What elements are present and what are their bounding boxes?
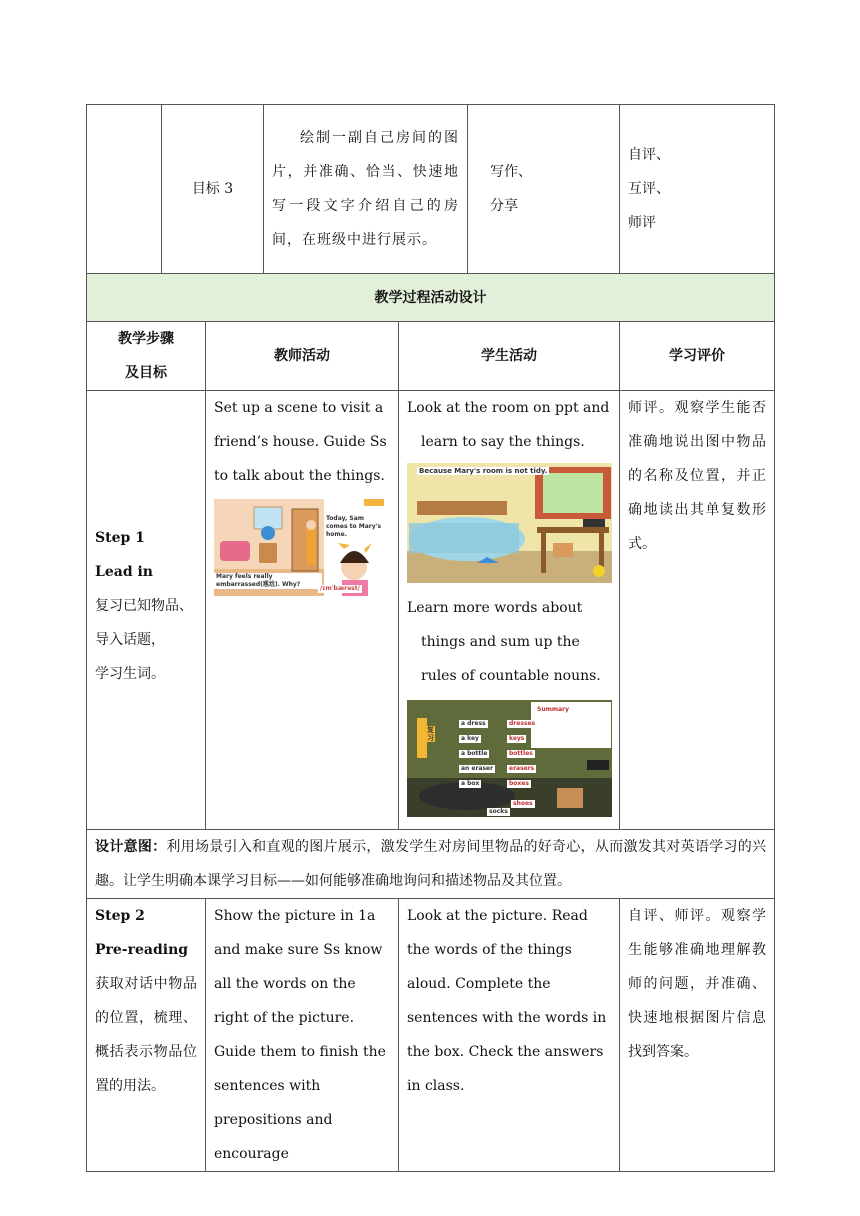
step1-goal-line: 导入话题， xyxy=(95,632,165,648)
step1-teacher-cell xyxy=(206,391,399,830)
header-step-line: 教学步骤 xyxy=(118,331,174,347)
step1-title: Step 1 xyxy=(95,530,145,546)
step2-teacher-text: Show the picture in 1a and make sure Ss know all the words on the right of the picture. Guide them to finish the sentences with prepositions and encourage xyxy=(206,899,399,1172)
step2-title: Step 2 xyxy=(95,908,145,924)
header-evaluation: 学习评价 xyxy=(620,322,775,391)
step1-goal-line: 复习已知物品、 xyxy=(95,598,193,614)
step1-cell xyxy=(87,391,206,830)
scene-caption-2: Mary feels really embarrassed(尴尬). Why? xyxy=(214,573,322,589)
goal-table xyxy=(86,104,775,274)
scene-caption: Today, Sam comes to Mary's home. xyxy=(324,515,384,539)
noun-extra: socks xyxy=(489,808,508,815)
goal-eval-line: 互评、 xyxy=(628,181,670,197)
goal-eval-line: 师评 xyxy=(628,215,656,231)
step2-goal: 获取对话中物品的位置，梳理、概括表示物品位置的用法。 xyxy=(95,976,197,1094)
teacher-scene-image xyxy=(214,499,384,596)
design-intent-cell xyxy=(87,830,775,899)
step1-student-text-1: Look at the room on ppt and learn to say the things. xyxy=(407,400,610,450)
step2-student-text: Look at the picture. Read the words of the things aloud. Complete the sentences with the words in the box. Check the answers in class. xyxy=(399,899,620,1172)
noun-plural: shoes xyxy=(513,800,533,807)
side-label: 复习 xyxy=(427,726,434,742)
step2-evaluation: 自评、师评。观察学生能够准确地理解教师的问题，并准确、快速地根据图片信息找到答案。 xyxy=(620,899,775,1172)
header-student: 学生活动 xyxy=(399,322,620,391)
untidy-room-illustration xyxy=(407,463,612,583)
step2-cell xyxy=(87,899,206,1172)
noun-singular: a dress xyxy=(461,720,486,727)
goal-evaluation xyxy=(620,105,775,274)
step1-teacher-text: Set up a scene to visit a friend’s house. Guide Ss to talk about the things. xyxy=(214,400,387,484)
noun-plural: keys xyxy=(509,735,525,742)
noun-singular: a key xyxy=(461,735,479,742)
untidy-room-image xyxy=(407,463,612,583)
goal-description: 绘制一副自己房间的图片，并准确、恰当、快速地写一段文字介绍自己的房间，在班级中进行展示。 xyxy=(264,105,468,274)
room-caption: Because Mary's room is not tidy. xyxy=(419,467,548,475)
countable-nouns-image xyxy=(407,700,612,817)
step1-goal-line: 学习生词。 xyxy=(95,666,165,682)
scene-phonetic: /ɪmˈbærəst/ xyxy=(320,585,360,592)
design-intent-text: 利用场景引入和直观的图片展示，激发学生对房间里物品的好奇心，从而激发其对英语学习的兴趣。让学生明确本课学习目标——如何能够准确地询问和描述物品及其位置。 xyxy=(95,839,767,889)
header-step xyxy=(87,322,206,391)
noun-plural: erasers xyxy=(509,765,535,772)
goal-method-line: 写作、 xyxy=(490,164,532,180)
noun-plural: boxes xyxy=(509,780,529,787)
noun-singular: a bottle xyxy=(461,750,488,757)
step1-name: Lead in xyxy=(95,564,153,580)
goal-eval-line: 自评、 xyxy=(628,147,670,163)
process-table xyxy=(86,273,775,1172)
step1-student-cell xyxy=(399,391,620,830)
noun-singular: a box xyxy=(461,780,480,787)
header-step-line: 及目标 xyxy=(125,365,167,381)
summary-title: Summary xyxy=(537,706,570,713)
goal-method-line: 分享 xyxy=(490,198,518,214)
noun-singular: an eraser xyxy=(461,765,494,772)
goal-blank-cell xyxy=(87,105,162,274)
nouns-illustration xyxy=(407,700,612,817)
goal-method xyxy=(468,105,620,274)
step1-evaluation: 师评。观察学生能否准确地说出图中物品的名称及位置，并正确地读出其单复数形式。 xyxy=(620,391,775,830)
goal-label: 目标 3 xyxy=(162,105,264,274)
noun-plural: bottles xyxy=(509,750,533,757)
header-teacher: 教师活动 xyxy=(206,322,399,391)
section-title: 教学过程活动设计 xyxy=(87,274,775,322)
design-intent-label: 设计意图： xyxy=(95,839,167,855)
step1-student-text-2: Learn more words about things and sum up the rules of countable nouns. xyxy=(407,600,601,684)
step2-name: Pre-reading xyxy=(95,942,189,958)
noun-plural: dresses xyxy=(509,720,536,727)
